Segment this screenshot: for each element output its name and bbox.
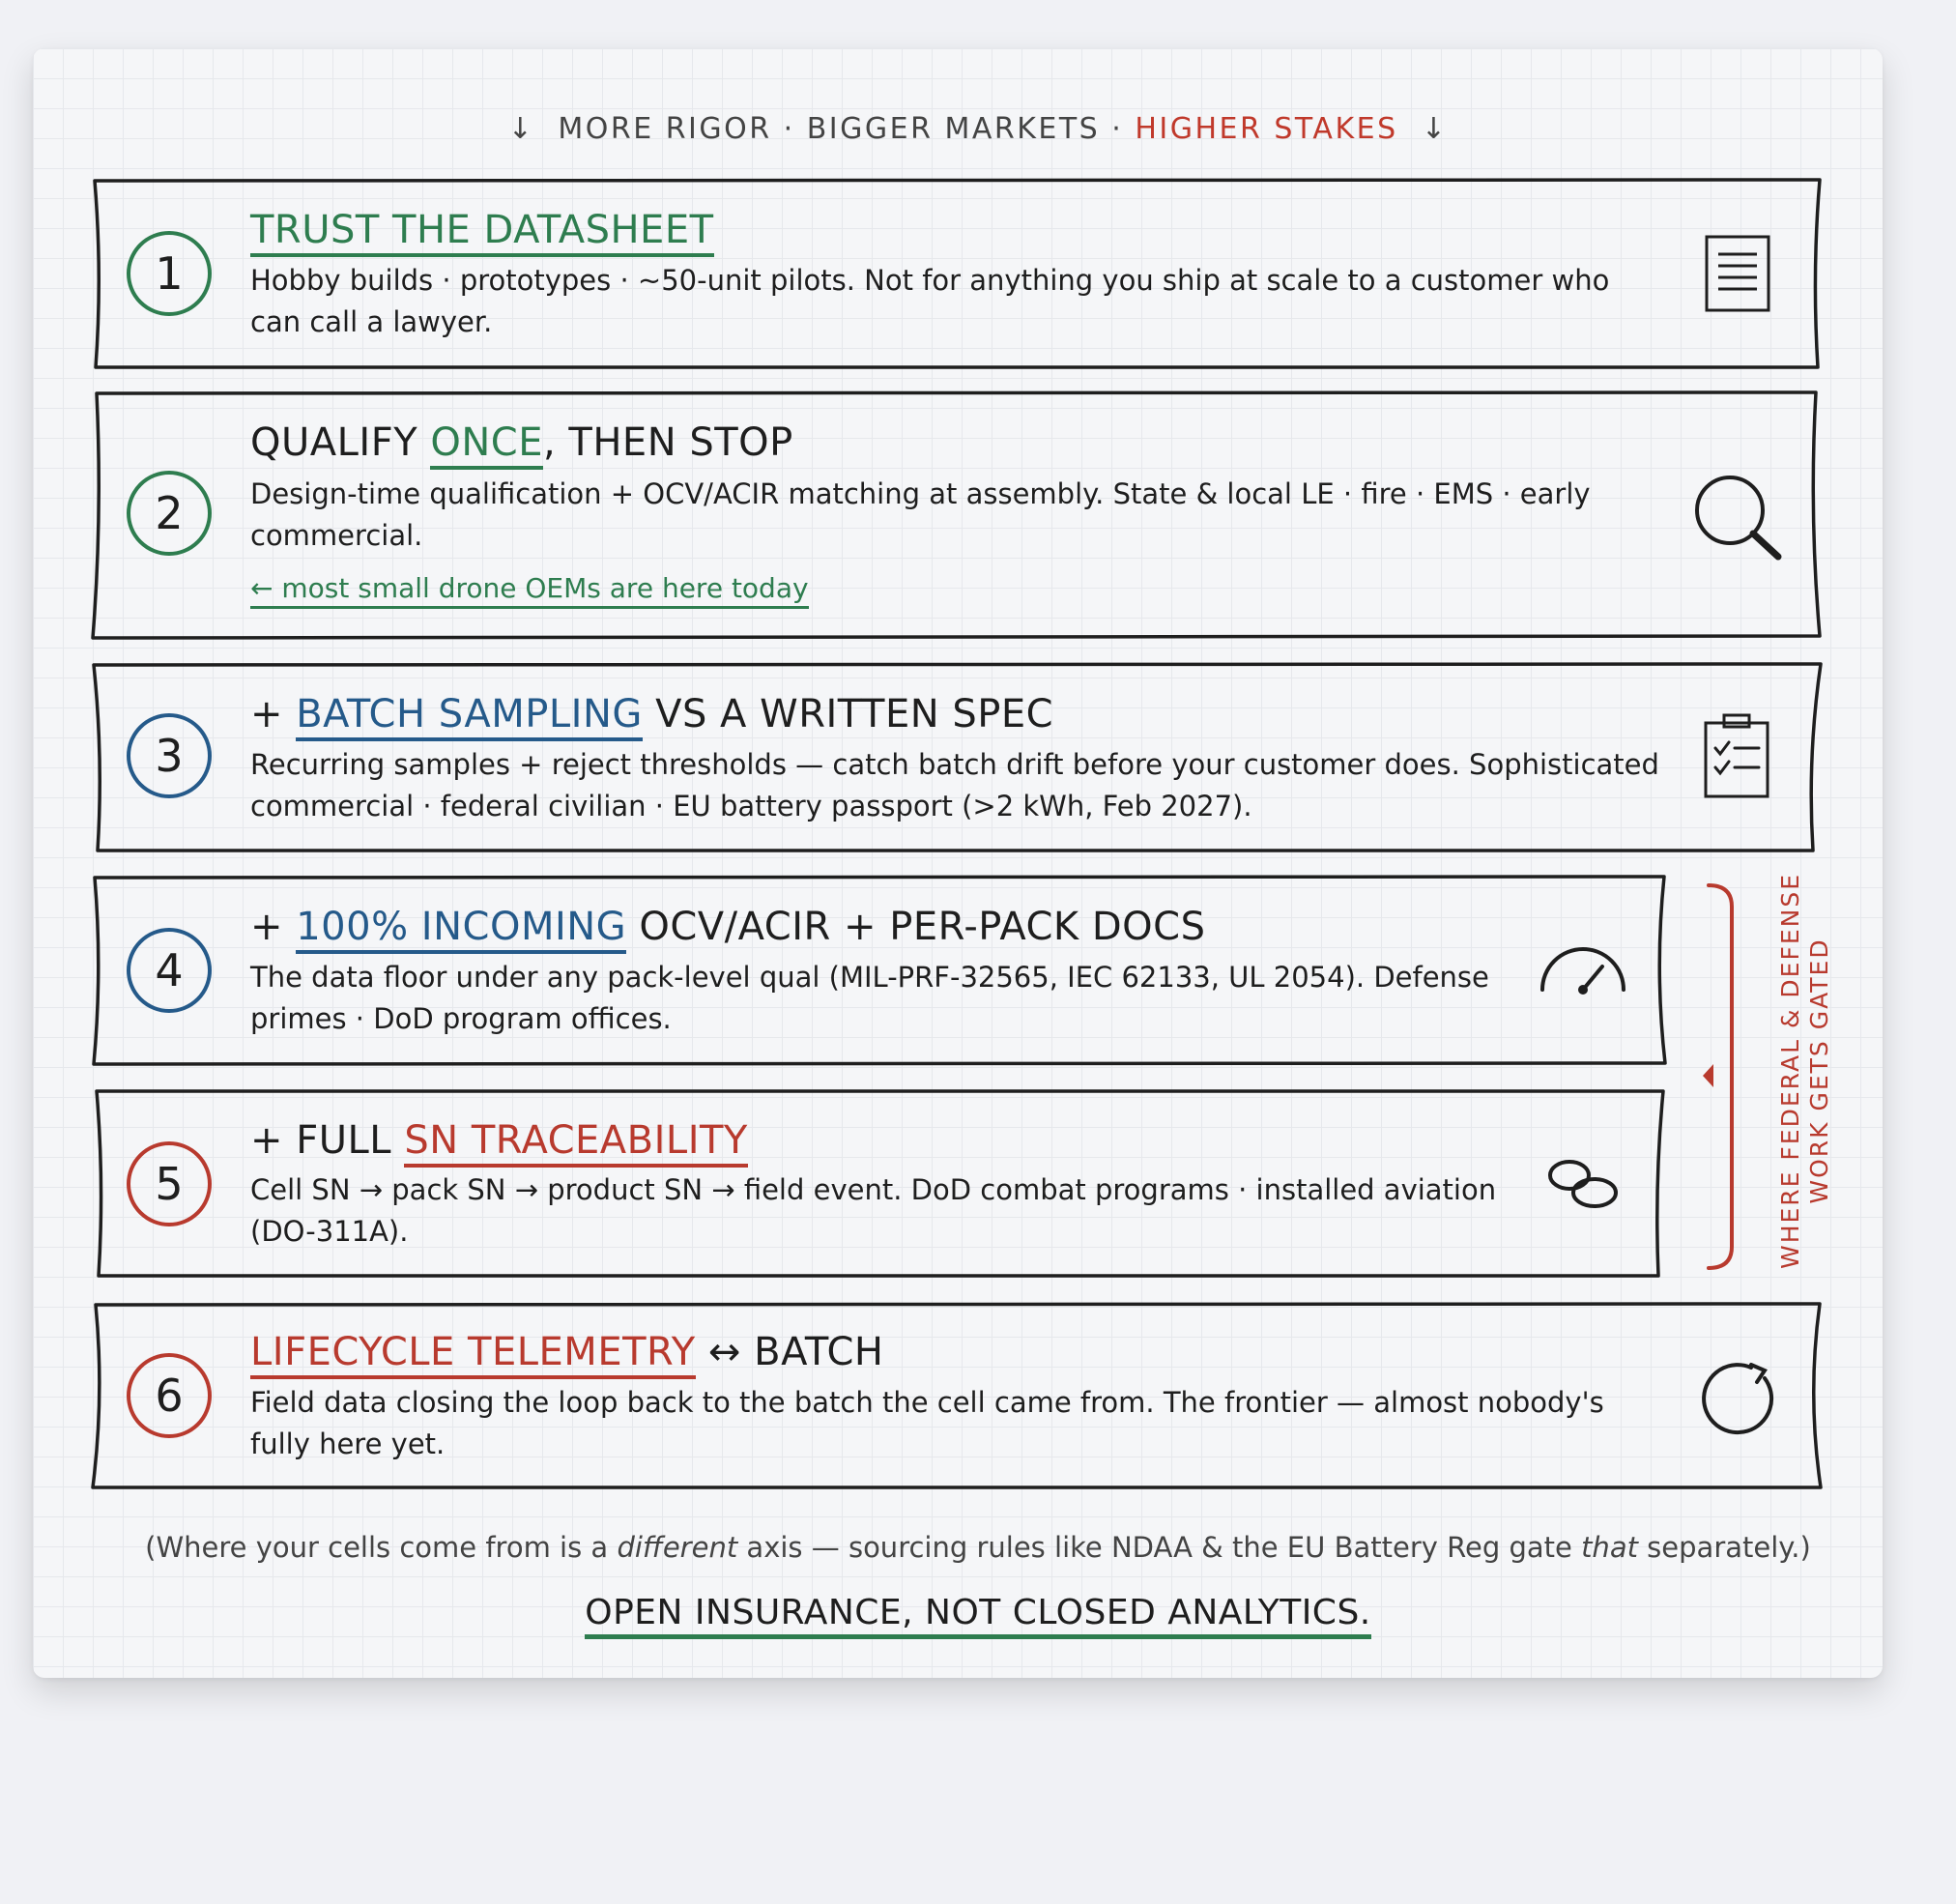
tier-number-badge: 4 xyxy=(127,928,212,1013)
tier-description: Hobby builds · prototypes · ~50-unit pilots. Not for anything you ship at scale to a customer who can call a lawyer. xyxy=(250,264,1610,338)
tier-title-highlight: 100% INCOMING xyxy=(296,905,626,954)
bracket-pointer-icon xyxy=(1703,1064,1713,1087)
tier-title-highlight: BATCH SAMPLING xyxy=(296,692,643,741)
tier-title-highlight: LIFECYCLE TELEMETRY xyxy=(250,1330,696,1379)
tier-description: Recurring samples + reject thresholds — catch batch drift before your customer does. Sophisticated commercial · federal civilian · EU battery passport (>2 kWh, Feb 2027). xyxy=(250,748,1659,822)
tier-number-badge: 6 xyxy=(127,1353,212,1438)
tier-title xyxy=(250,208,714,252)
tier-number-badge: 3 xyxy=(127,713,212,798)
tier-number-badge: 2 xyxy=(127,471,212,556)
tier-title: + 100% INCOMING OCV/ACIR + PER-PACK DOCS xyxy=(250,905,1205,949)
clipboard-checklist-icon xyxy=(1703,713,1772,800)
tier-title-highlight: TRUST THE DATASHEET xyxy=(250,208,714,257)
tagline: OPEN INSURANCE, NOT CLOSED ANALYTICS. xyxy=(0,1593,1956,1632)
chain-link-icon xyxy=(1546,1158,1620,1210)
tier-title: LIFECYCLE TELEMETRY ↔ BATCH xyxy=(250,1330,883,1374)
header-text: MORE RIGOR · BIGGER MARKETS · xyxy=(558,112,1136,146)
tier-title: + FULL SN TRACEABILITY xyxy=(250,1118,748,1163)
footnote: (Where your cells come from is a different axis — sourcing rules like NDAA & the EU Battery Reg gate that separately.) xyxy=(145,1531,1811,1564)
tier-title: QUALIFY ONCE, THEN STOP xyxy=(250,420,793,465)
down-arrow-icon: ↓ xyxy=(1421,112,1449,146)
tier-note: ← most small drone OEMs are here today xyxy=(250,572,809,609)
tier-description: The data floor under any pack-level qual (MIL-PRF-32565, IEC 62133, UL 2054). Defense primes · DoD program offices. xyxy=(250,961,1489,1035)
cycle-arrow-icon xyxy=(1701,1361,1778,1436)
bracket-label-line: WORK GETS GATED xyxy=(1805,938,1833,1204)
tier-description: Cell SN → pack SN → product SN → field event. DoD combat programs · installed aviation (DO-311A). xyxy=(250,1173,1497,1248)
tier-number-badge: 1 xyxy=(127,231,212,316)
document-icon xyxy=(1705,235,1772,312)
tier-number-badge: 5 xyxy=(127,1141,212,1226)
tier-title-highlight: ONCE xyxy=(430,420,543,470)
bracket-label-line: WHERE FEDERAL & DEFENSE xyxy=(1776,872,1804,1270)
magnifier-icon xyxy=(1693,474,1786,561)
down-arrow-icon: ↓ xyxy=(507,112,535,146)
tier-title: + BATCH SAMPLING VS A WRITTEN SPEC xyxy=(250,692,1053,736)
tier-description: Design-time qualification + OCV/ACIR matching at assembly. State & local LE · fire · EMS · early commercial. xyxy=(250,477,1591,552)
header-higher-stakes: HIGHER STAKES xyxy=(1135,112,1398,146)
tier-title-highlight: SN TRACEABILITY xyxy=(404,1118,748,1168)
gauge-icon xyxy=(1539,943,1627,994)
tier-description: Field data closing the loop back to the batch the cell came from. The frontier — almost nobody's fully here yet. xyxy=(250,1386,1604,1460)
